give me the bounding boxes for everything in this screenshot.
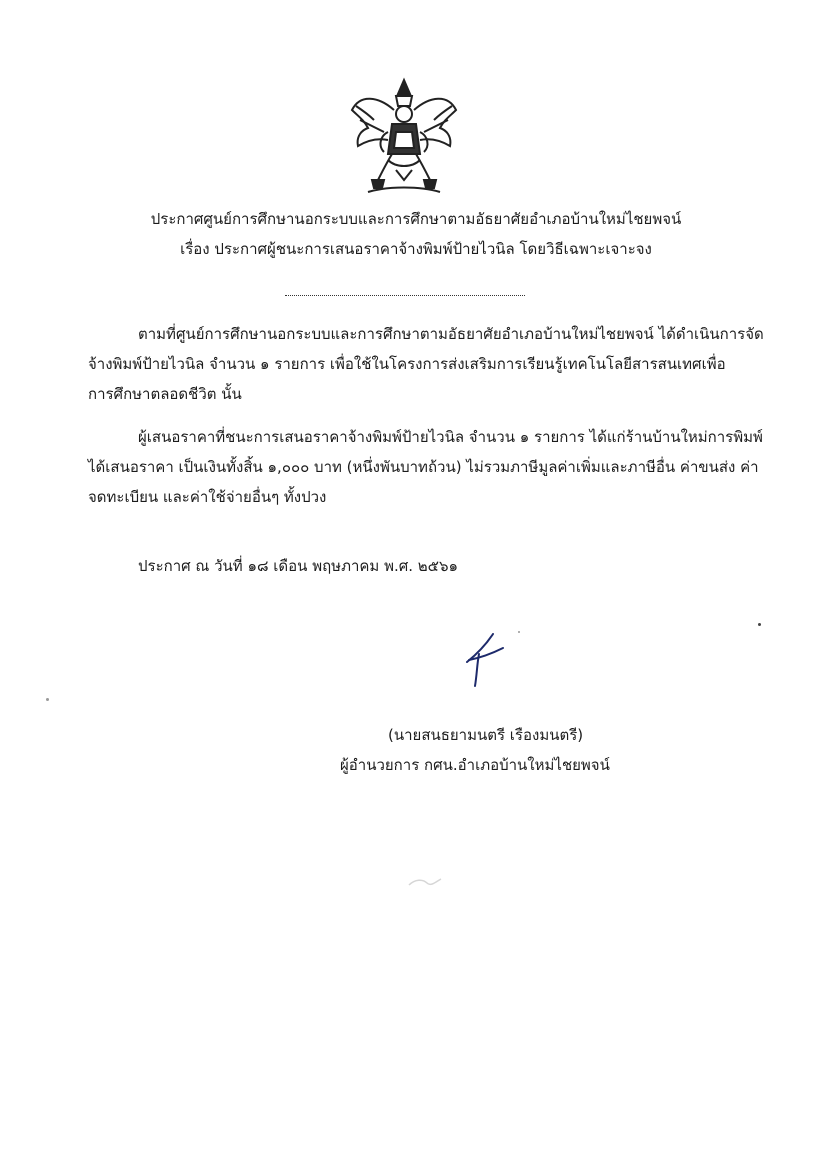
paragraph-1-line-1: ตามที่ศูนย์การศึกษานอกระบบและการศึกษาตามอัธยาศัยอำเภอบ้านใหม่ไชยพจน์ ได้ดำเนินการจัด [138,325,764,343]
paragraph-2-line-1: ผู้เสนอราคาที่ชนะการเสนอราคาจ้างพิมพ์ป้ายไวนิล จำนวน ๑ รายการ ได้แก่ร้านบ้านใหม่การพิมพ์ [138,428,763,446]
paragraph-1-line-2: จ้างพิมพ์ป้ายไวนิล จำนวน ๑ รายการ เพื่อใช้ในโครงการส่งเสริมการเรียนรู้เทคโนโลยีสารสนเทศเพื่อ [88,355,726,373]
garuda-emblem [348,76,460,196]
dotted-separator [285,283,525,296]
signer-name: (นายสนธยามนตรี เรืองมนตรี) [388,726,584,744]
scan-speck [758,623,761,626]
announcement-date: ประกาศ ณ วันที่ ๑๘ เดือน พฤษภาคม พ.ศ. ๒๕๖๑ [138,557,459,575]
paragraph-2-line-3: จดทะเบียน และค่าใช้จ่ายอื่นๆ ทั้งปวง [88,488,327,506]
paragraph-1-line-3: การศึกษาตลอดชีวิต นั้น [88,385,242,403]
handwritten-signature [455,630,525,690]
signer-position: ผู้อำนวยการ กศน.อำเภอบ้านใหม่ไชยพจน์ [340,756,610,774]
paragraph-2-line-2: ได้เสนอราคา เป็นเงินทั้งสิ้น ๑,๐๐๐ บาท (หนึ่งพันบาทถ้วน) ไม่รวมภาษีมูลค่าเพิ่มและภาษีอื่น ค่าขนส่ง ค่า [88,458,759,476]
faint-smudge [405,875,445,889]
scan-speck [46,698,49,701]
scan-speck [518,631,520,633]
announcement-subject: เรื่อง ประกาศผู้ชนะการเสนอราคาจ้างพิมพ์ป้ายไวนิล โดยวิธีเฉพาะเจาะจง [180,240,652,258]
announcement-title: ประกาศศูนย์การศึกษานอกระบบและการศึกษาตามอัธยาศัยอำเภอบ้านใหม่ไชยพจน์ [150,210,682,228]
